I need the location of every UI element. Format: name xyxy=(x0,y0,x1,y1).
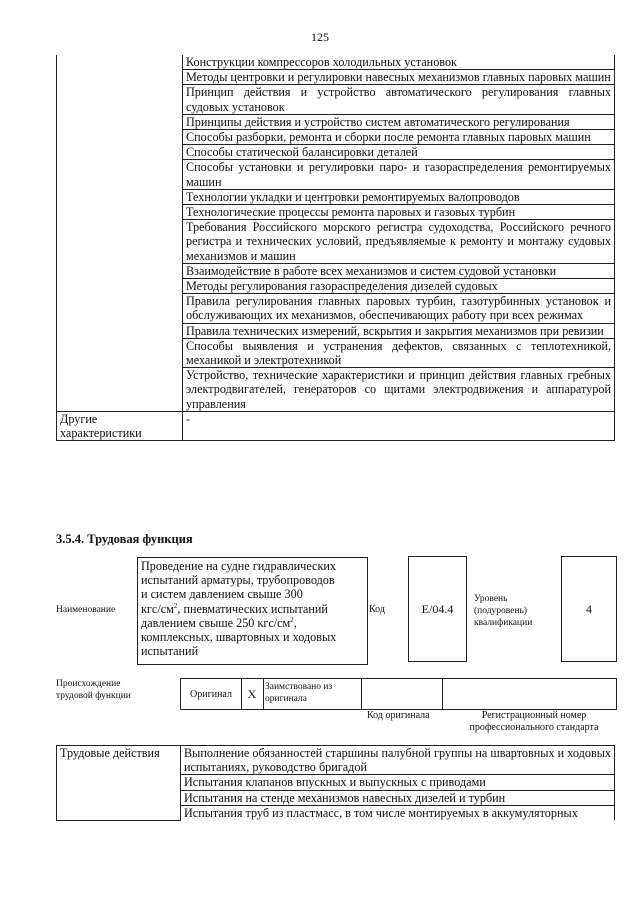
function-name-line: и систем давлением свыше 300 xyxy=(141,587,303,602)
function-name-line: испытаний xyxy=(141,644,199,659)
labor-actions-label: Трудовые действия xyxy=(57,746,181,821)
labor-action-item: Испытания на стенде механизмов навесных дизелей и турбин xyxy=(181,790,615,805)
labor-action-item: Выполнение обязанностей старшины палубной группы на швартовных и ходовых испытаниях, руководство бригадой xyxy=(181,746,615,775)
knowledge-item: Технологии укладки и центровки ремонтируемых валопроводов xyxy=(183,189,615,204)
knowledge-item: Правила технических измерений, вскрытия и закрытия механизмов при ревизии xyxy=(183,323,615,338)
knowledge-item: Методы регулирования газораспределения дизелей судовых xyxy=(183,279,615,294)
origin-label: Происхождение трудовой функции xyxy=(56,679,131,701)
reg-number-cell xyxy=(443,679,615,709)
code-original-cell xyxy=(361,679,443,709)
knowledge-item: Способы установки и регулировки паро- и газораспределения ремонтируемых машин xyxy=(183,160,615,189)
knowledge-label-cell xyxy=(57,55,183,411)
function-name-line: комплексных, швартовных и ходовых xyxy=(141,630,337,645)
function-name-line: Проведение на судне гидравлических xyxy=(141,559,336,573)
labor-action-item: Испытания клапанов впускных и выпускных с приводами xyxy=(181,775,615,790)
knowledge-item: Правила регулирования главных паровых турбин, газотурбинных установок и обслуживающих их механизмов, обеспечивающих работу при всех режимах xyxy=(183,294,615,323)
other-characteristics-value: - xyxy=(183,411,615,440)
knowledge-item: Требования Российского морского регистра судоходства, Российского речного регистра и технических условий, предъявляемые к ремонту и монтажу судовых механизмов и машин xyxy=(183,220,615,264)
knowledge-table xyxy=(56,55,615,441)
reg-number-caption: Регистрационный номер профессионального стандарта xyxy=(469,710,599,733)
other-characteristics-label: Другие характеристики xyxy=(57,411,183,440)
page-number: 125 xyxy=(311,30,329,44)
knowledge-item: Принципы действия и устройство систем автоматического регулирования xyxy=(183,114,615,129)
code-label: Код xyxy=(369,604,385,615)
knowledge-item: Взаимодействие в работе всех механизмов и систем судовой установки xyxy=(183,263,615,278)
knowledge-item: Технологические процессы ремонта паровых и газовых турбин xyxy=(183,205,615,220)
code-value: E/04.4 xyxy=(408,556,467,662)
function-name-box xyxy=(137,557,368,665)
knowledge-item: Конструкции компрессоров холодильных установок xyxy=(183,55,615,70)
knowledge-item: Способы статической балансировки деталей xyxy=(183,145,615,160)
borrowed-label: Заимствовано из оригинала xyxy=(265,682,333,704)
knowledge-item: Способы выявления и устранения дефектов, связанных с теплотехникой, механикой и электротехникой xyxy=(183,338,615,367)
function-name-line: давлением свыше 250 кгс/$см^2$, xyxy=(141,615,297,630)
labor-action-item: Испытания труб из пластмасс, в том числе монтируемых в аккумуляторных xyxy=(181,805,615,820)
original-label: Оригинал xyxy=(181,679,242,709)
function-name-line: кгс/$см^2$, пневматических испытаний xyxy=(141,601,328,616)
knowledge-item: Способы разборки, ремонта и сборки после ремонта главных паровых машин xyxy=(183,130,615,145)
qualification-level-label: Уровень (подуровень) квалификации xyxy=(474,594,533,628)
original-mark: X xyxy=(241,679,264,709)
qualification-level-value: 4 xyxy=(561,556,617,662)
origin-box xyxy=(180,678,617,710)
name-label: Наименование xyxy=(56,605,116,615)
knowledge-item: Устройство, технические характеристики и принцип действия главных гребных электродвигателей, генераторов со щитами электродвижения и аппаратурой управления xyxy=(183,368,615,412)
section-title: 3.5.4. Трудовая функция xyxy=(56,532,193,546)
knowledge-item: Методы центровки и регулировки навесных механизмов главных паровых машин xyxy=(183,70,615,85)
function-name-line: испытаний арматуры, трубопроводов xyxy=(141,573,335,588)
code-original-caption: Код оригинала xyxy=(367,710,430,721)
labor-actions-table xyxy=(56,745,615,821)
knowledge-item: Принцип действия и устройство автоматического регулирования главных судовых установок xyxy=(183,85,615,114)
